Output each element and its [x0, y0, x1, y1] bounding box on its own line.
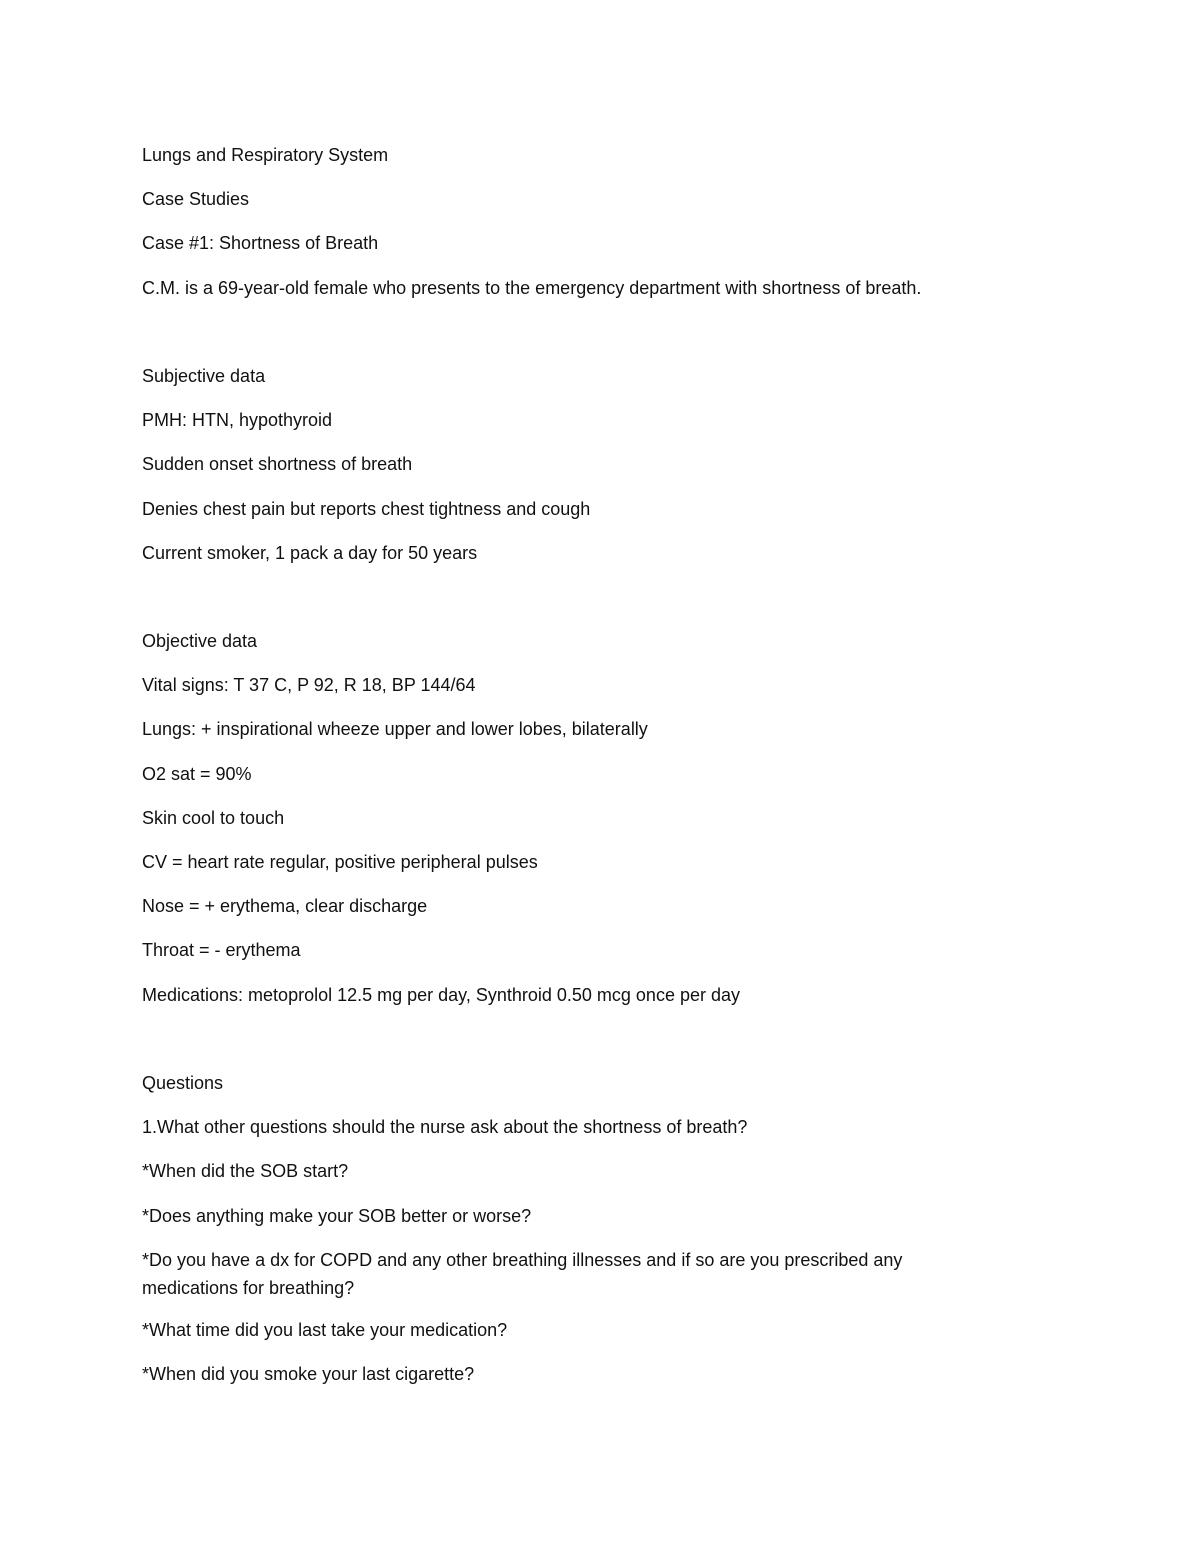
answer-item: *What time did you last take your medication?	[142, 1319, 508, 1340]
objective-item: O2 sat = 90%	[142, 763, 252, 784]
subjective-heading: Subjective data	[142, 365, 266, 386]
questions-heading: Questions	[142, 1072, 224, 1093]
document-title: Lungs and Respiratory System	[142, 145, 389, 165]
spacer	[142, 1022, 1042, 1066]
subjective-item: PMH: HTN, hypothyroid	[142, 410, 333, 431]
spacer	[142, 315, 1042, 359]
objective-item: Lungs: + inspirational wheeze upper and lower lobes, bilaterally	[142, 719, 648, 740]
objective-item: Skin cool to touch	[142, 807, 285, 828]
objective-heading: Objective data	[142, 631, 258, 652]
objective-item: Vital signs: T 37 C, P 92, R 18, BP 144/64	[142, 675, 476, 696]
case-intro: C.M. is a 69-year-old female who presents to the emergency department with shortness of breath.	[142, 277, 922, 298]
answer-item: *Do you have a dx for COPD and any other breathing illnesses and if so are you prescribed any medications for breathing?	[142, 1249, 903, 1298]
objective-item: Throat = - erythema	[142, 940, 301, 961]
answer-item: *When did the SOB start?	[142, 1161, 349, 1182]
subjective-item: Sudden onset shortness of breath	[142, 454, 413, 475]
case-title: Case #1: Shortness of Breath	[142, 233, 379, 254]
objective-item: Nose = + erythema, clear discharge	[142, 896, 428, 917]
subjective-item: Denies chest pain but reports chest tightness and cough	[142, 498, 591, 519]
answer-item: *When did you smoke your last cigarette?	[142, 1363, 475, 1384]
document-subtitle: Case Studies	[142, 189, 250, 210]
document-body	[142, 138, 1042, 1401]
subjective-item: Current smoker, 1 pack a day for 50 years	[142, 542, 478, 563]
question-1: 1.What other questions should the nurse ask about the shortness of breath?	[142, 1117, 748, 1138]
objective-item: Medications: metoprolol 12.5 mg per day, Synthroid 0.50 mcg once per day	[142, 984, 740, 1005]
objective-item: CV = heart rate regular, positive peripheral pulses	[142, 852, 538, 872]
spacer	[142, 580, 1042, 624]
answer-item: *Does anything make your SOB better or worse?	[142, 1205, 532, 1226]
